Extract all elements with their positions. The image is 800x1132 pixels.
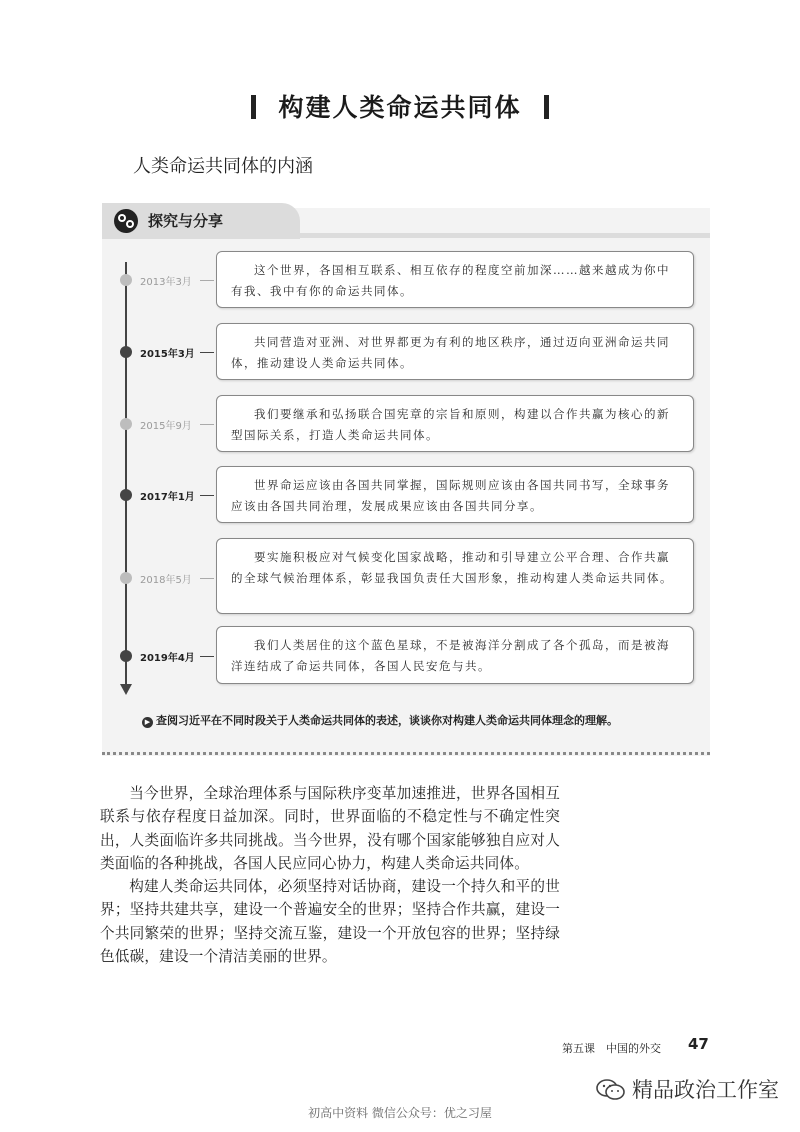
timeline-connector — [200, 495, 214, 496]
timeline-node — [120, 489, 132, 501]
timeline-connector — [200, 578, 214, 579]
body-text — [100, 782, 560, 968]
timeline-connector — [200, 352, 214, 353]
timeline-quote: 世界命运应该由各国共同掌握，国际规则应该由各国共同书写，全球事务应该由各国共同治理，发展成果应该由各国共同分享。 — [216, 466, 694, 523]
timeline-node — [120, 274, 132, 286]
dotted-divider — [102, 752, 710, 755]
timeline-node — [120, 650, 132, 662]
play-arrow-icon: ▶ — [142, 717, 153, 728]
timeline-axis — [125, 262, 127, 686]
body-paragraph: 构建人类命运共同体，必须坚持对话协商，建设一个持久和平的世界；坚持共建共享，建设一个普遍安全的世界；坚持合作共赢，建设一个共同繁荣的世界；坚持交流互鉴，建设一个开放包容的世界；坚持绿色低碳，建设一个清洁美丽的世界。 — [100, 878, 560, 966]
title-right-bar — [544, 95, 549, 119]
discussion-prompt — [142, 712, 618, 728]
timeline-date: 2019年4月 — [140, 653, 195, 664]
chapter-title-text: 构建人类命运共同体 — [278, 93, 522, 122]
timeline-quote: 我们要继承和弘扬联合国宪章的宗旨和原则，构建以合作共赢为核心的新型国际关系，打造人类命运共同体。 — [216, 395, 694, 452]
timeline-node — [120, 418, 132, 430]
timeline-node — [120, 346, 132, 358]
timeline-connector — [200, 424, 214, 425]
timeline-date: 2015年3月 — [140, 349, 195, 360]
timeline-quote: 共同营造对亚洲、对世界都更为有利的地区秩序，通过迈向亚洲命运共同体，推动建设人类命运共同体。 — [216, 323, 694, 380]
explore-share-icon — [112, 207, 140, 235]
explore-header-line — [102, 233, 710, 238]
timeline-date: 2015年9月 — [140, 421, 192, 432]
timeline-connector — [200, 656, 214, 657]
page-number: 47 — [688, 1035, 709, 1053]
timeline-arrow-icon — [120, 684, 132, 695]
timeline-quote: 我们人类居住的这个蓝色星球，不是被海洋分割成了各个孤岛，而是被海洋连结成了命运共同体，各国人民安危与共。 — [216, 626, 694, 684]
watermark-text: 精品政治工作室 — [632, 1078, 779, 1102]
timeline-connector — [200, 280, 214, 281]
timeline-quote: 要实施积极应对气候变化国家战略，推动和引导建立公平合理、合作共赢的全球气候治理体系，彰显我国负责任大国形象，推动构建人类命运共同体。 — [216, 538, 694, 614]
timeline-date: 2017年1月 — [140, 492, 195, 503]
timeline-quote: 这个世界，各国相互联系、相互依存的程度空前加深……越来越成为你中有我、我中有你的命运共同体。 — [216, 251, 694, 308]
section-title: 人类命运共同体的内涵 — [133, 156, 313, 177]
title-left-bar — [251, 95, 256, 119]
bottom-caption: 初高中资料 微信公众号：优之习屋 — [308, 1106, 492, 1120]
body-paragraph: 当今世界，全球治理体系与国际秩序变革加速推进，世界各国相互联系与依存程度日益加深。同时，世界面临的不稳定性与不确定性突出，人类面临许多共同挑战。当今世界，没有哪个国家能够独自应对人类面临的各种挑战，各国人民应同心协力，构建人类命运共同体。 — [100, 785, 560, 872]
chapter-title — [0, 88, 800, 124]
wechat-icon — [596, 1078, 626, 1102]
timeline-node — [120, 572, 132, 584]
explore-label: 探究与分享 — [148, 212, 224, 230]
discussion-prompt-text: 查阅习近平在不同时段关于人类命运共同体的表述，谈谈你对构建人类命运共同体理念的理解。 — [156, 714, 618, 727]
timeline-date: 2018年5月 — [140, 575, 192, 586]
timeline-date: 2013年3月 — [140, 277, 192, 288]
footer-lesson: 第五课 中国的外交 — [562, 1042, 661, 1055]
